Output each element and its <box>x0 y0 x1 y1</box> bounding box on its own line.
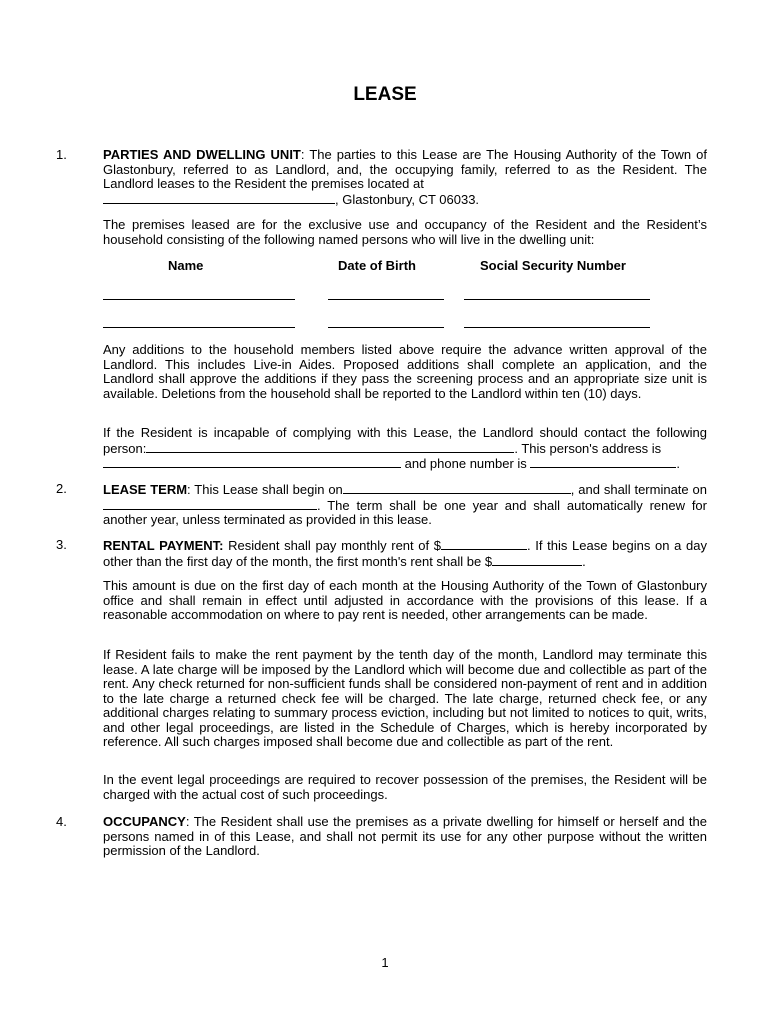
contact-phone-field[interactable] <box>530 456 676 468</box>
section-2-text-c: . The term shall be one year and shall automatically renew for another year, unless terminated as provided in this lease. <box>103 497 707 527</box>
section-2-lease-term <box>103 482 707 528</box>
contact-text-b: . This person's address is <box>514 440 662 456</box>
contact-text-a: If the Resident is incapable of complying with this Lease, the Landlord should contact the following person: <box>103 425 707 456</box>
household-name-field-2[interactable] <box>103 327 295 328</box>
section-2-text-a: : This Lease shall begin on <box>187 482 343 497</box>
contact-person-field[interactable] <box>146 441 514 453</box>
section-3-text-a: Resident shall pay monthly rent of $ <box>223 538 442 553</box>
monthly-rent-field[interactable] <box>441 538 527 550</box>
lease-end-date-field[interactable] <box>103 498 317 510</box>
section-3-number: 3. <box>56 537 67 552</box>
section-4-text-a: : The Resident shall use the premises as a private dwelling for himself or herself and the persons named in of this Lease, and shall not permit its use for any other purpose without the written permission of the Landlord. <box>103 814 707 858</box>
first-month-rent-field[interactable] <box>492 554 582 566</box>
section-3-rental-payment <box>103 538 707 569</box>
contact-text-d: . <box>676 456 681 471</box>
section-1-contact <box>103 426 707 472</box>
household-name-field-1[interactable] <box>103 299 295 300</box>
section-2-text-b: , and shall terminate on <box>570 482 707 497</box>
section-1-text-a: : The parties to this Lease are The Housing Authority of the Town of Glastonbury, referred to as Landlord, and, the occupying family, referred to as the Resident. The Landlord leases to the Resident the premises located at <box>103 147 708 191</box>
household-ssn-field-2[interactable] <box>464 327 650 328</box>
section-3-text-b: . If this Lease begins on a day other than the first day of the month, the first month's rent shall be $ <box>103 538 708 569</box>
legal-costs-text: In the event legal proceedings are required to recover possession of the premises, the Resident will be charged with the actual cost of such proceedings. <box>103 772 707 802</box>
section-1-parties <box>103 148 707 207</box>
section-3-legal-costs <box>103 773 707 802</box>
section-1-number: 1. <box>56 147 67 162</box>
section-3-text-c: . <box>582 553 586 569</box>
section-1-additions <box>103 343 707 401</box>
household-dob-field-2[interactable] <box>328 327 444 328</box>
section-3-late-charges <box>103 648 707 750</box>
column-name-header: Name <box>168 258 204 273</box>
household-intro-text: The premises leased are for the exclusive use and occupancy of the Resident and the Resident’s household consisting of the following named persons who will live in the dwelling unit: <box>103 217 707 247</box>
column-dob-header: Date of Birth <box>338 258 416 273</box>
section-3-heading: RENTAL PAYMENT: <box>103 538 224 553</box>
section-1-text-b: , Glastonbury, CT 06033. <box>335 191 480 207</box>
section-2-heading: LEASE TERM <box>103 482 188 497</box>
household-ssn-field-1[interactable] <box>464 299 650 300</box>
section-4-occupancy <box>103 815 707 859</box>
late-charges-text: If Resident fails to make the rent payment by the tenth day of the month, Landlord may terminate this lease. A late charge will be imposed by the Landlord which will become due and collectible as part of the rent. Any check returned for non-sufficient funds shall be considered non-payment of rent and in addition to the late charge a returned check fee will be charged. The late charge, returned check fee, or any additional charges relating to summary process eviction, including but not limited to notices to quit, writs, and other legal proceedings, are listed in the Schedule of Charges, which is hereby incorporated by reference. All such charges imposed shall become due and collectible as part of the rent. <box>103 647 707 749</box>
contact-address-field[interactable] <box>103 456 401 468</box>
section-4-heading: OCCUPANCY <box>103 814 186 829</box>
section-4-number: 4. <box>56 814 67 829</box>
section-1-heading: PARTIES AND DWELLING UNIT <box>103 147 301 162</box>
section-3-due-date <box>103 579 707 623</box>
additions-text: Any additions to the household members listed above require the advance written approval of the Landlord. This includes Live-in Aides. Proposed additions shall complete an application, and the Landlord shall approve the additions if they pass the screening process and an appropriate size unit is available. Deletions from the household shall be reported to the Landlord within ten (10) days. <box>103 342 707 401</box>
document-title: LEASE <box>353 84 417 105</box>
page-number: 1 <box>381 955 389 970</box>
section-1-household-intro <box>103 218 707 247</box>
rent-due-text: This amount is due on the first day of each month at the Housing Authority of the Town of Glastonbury office and shall remain in effect until adjusted in accordance with the provisions of this lease. If a reasonable accommodation on where to pay rent is needed, other arrangements can be made. <box>103 578 707 622</box>
household-dob-field-1[interactable] <box>328 299 444 300</box>
section-2-number: 2. <box>56 481 67 496</box>
lease-begin-date-field[interactable] <box>343 482 571 494</box>
premises-address-field[interactable] <box>103 192 335 204</box>
column-ssn-header: Social Security Number <box>480 258 626 273</box>
contact-text-c: and phone number is <box>404 456 527 471</box>
